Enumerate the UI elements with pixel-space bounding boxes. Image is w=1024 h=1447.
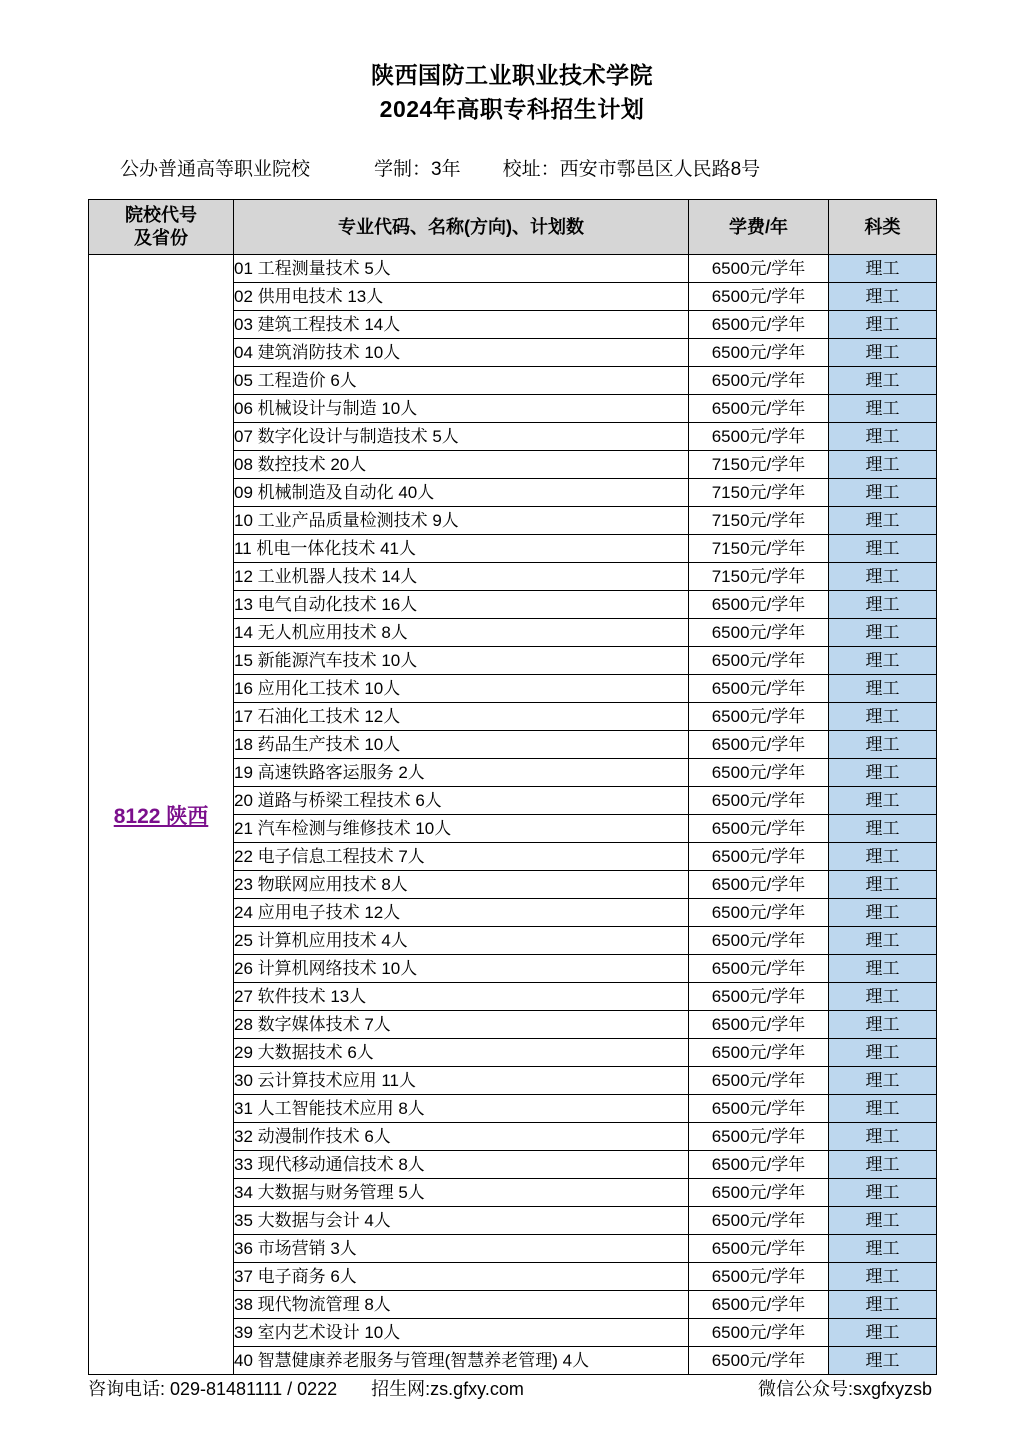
fee-cell: 6500元/学年 (689, 1011, 829, 1039)
fee-cell: 6500元/学年 (689, 423, 829, 451)
major-cell: 06 机械设计与制造 10人 (234, 395, 689, 423)
fee-cell: 6500元/学年 (689, 1179, 829, 1207)
column-header-school-code (89, 200, 234, 255)
major-cell: 25 计算机应用技术 4人 (234, 927, 689, 955)
subject-type-cell: 理工 (829, 1039, 937, 1067)
fee-cell: 7150元/学年 (689, 535, 829, 563)
subject-type-cell: 理工 (829, 1291, 937, 1319)
major-cell: 27 软件技术 13人 (234, 983, 689, 1011)
fee-cell: 6500元/学年 (689, 1151, 829, 1179)
subject-type-cell: 理工 (829, 731, 937, 759)
major-cell: 12 工业机器人技术 14人 (234, 563, 689, 591)
fee-cell: 6500元/学年 (689, 1347, 829, 1375)
subject-type-cell: 理工 (829, 479, 937, 507)
major-cell: 20 道路与桥梁工程技术 6人 (234, 787, 689, 815)
table-header (89, 200, 937, 255)
major-cell: 11 机电一体化技术 41人 (234, 535, 689, 563)
major-cell: 07 数字化设计与制造技术 5人 (234, 423, 689, 451)
fee-cell: 6500元/学年 (689, 731, 829, 759)
school-system-label: 学制：3年 (374, 159, 461, 180)
subject-type-cell: 理工 (829, 955, 937, 983)
subject-type-cell: 理工 (829, 815, 937, 843)
subject-type-cell: 理工 (829, 451, 937, 479)
fee-cell: 6500元/学年 (689, 759, 829, 787)
major-cell: 39 室内艺术设计 10人 (234, 1319, 689, 1347)
major-cell: 14 无人机应用技术 8人 (234, 619, 689, 647)
fee-cell: 7150元/学年 (689, 451, 829, 479)
subject-type-cell: 理工 (829, 591, 937, 619)
major-cell: 21 汽车检测与维修技术 10人 (234, 815, 689, 843)
fee-cell: 6500元/学年 (689, 927, 829, 955)
major-cell: 10 工业产品质量检测技术 9人 (234, 507, 689, 535)
fee-cell: 7150元/学年 (689, 507, 829, 535)
subject-type-cell: 理工 (829, 1151, 937, 1179)
fee-cell: 6500元/学年 (689, 283, 829, 311)
major-cell: 23 物联网应用技术 8人 (234, 871, 689, 899)
subject-type-cell: 理工 (829, 255, 937, 283)
fee-cell: 6500元/学年 (689, 1263, 829, 1291)
footer-website: 招生网:zs.gfxy.com (371, 1379, 524, 1399)
major-cell: 09 机械制造及自动化 40人 (234, 479, 689, 507)
major-cell: 13 电气自动化技术 16人 (234, 591, 689, 619)
fee-cell: 6500元/学年 (689, 619, 829, 647)
fee-cell: 6500元/学年 (689, 1039, 829, 1067)
major-cell: 18 药品生产技术 10人 (234, 731, 689, 759)
major-cell: 36 市场营销 3人 (234, 1235, 689, 1263)
fee-cell: 6500元/学年 (689, 255, 829, 283)
school-info-row (88, 154, 936, 181)
subject-type-cell: 理工 (829, 423, 937, 451)
major-cell: 31 人工智能技术应用 8人 (234, 1095, 689, 1123)
subject-type-cell: 理工 (829, 787, 937, 815)
table-body (89, 255, 937, 1375)
fee-cell: 6500元/学年 (689, 647, 829, 675)
subject-type-cell: 理工 (829, 1179, 937, 1207)
subject-type-cell: 理工 (829, 1123, 937, 1151)
major-cell: 28 数字媒体技术 7人 (234, 1011, 689, 1039)
major-cell: 05 工程造价 6人 (234, 367, 689, 395)
footer (88, 1375, 936, 1401)
column-header-school-code-line1: 院校代号 (125, 205, 197, 225)
subject-type-cell: 理工 (829, 563, 937, 591)
major-cell: 33 现代移动通信技术 8人 (234, 1151, 689, 1179)
footer-phone: 咨询电话: 029-81481111 / 0222 (88, 1379, 338, 1399)
subject-type-cell: 理工 (829, 1235, 937, 1263)
major-cell: 26 计算机网络技术 10人 (234, 955, 689, 983)
subject-type-cell: 理工 (829, 675, 937, 703)
major-cell: 22 电子信息工程技术 7人 (234, 843, 689, 871)
school-code-text: 8122 陕西 (113, 804, 209, 828)
subject-type-cell: 理工 (829, 395, 937, 423)
subject-type-cell: 理工 (829, 1347, 937, 1375)
fee-cell: 6500元/学年 (689, 1235, 829, 1263)
major-cell: 29 大数据技术 6人 (234, 1039, 689, 1067)
fee-cell: 7150元/学年 (689, 563, 829, 591)
subject-type-cell: 理工 (829, 759, 937, 787)
fee-cell: 6500元/学年 (689, 367, 829, 395)
major-cell: 19 高速铁路客运服务 2人 (234, 759, 689, 787)
fee-cell: 6500元/学年 (689, 787, 829, 815)
subject-type-cell: 理工 (829, 1011, 937, 1039)
column-header-type: 科类 (829, 200, 937, 255)
fee-cell: 6500元/学年 (689, 1123, 829, 1151)
subject-type-cell: 理工 (829, 1095, 937, 1123)
subject-type-cell: 理工 (829, 927, 937, 955)
page-title-line-1: 陕西国防工业职业技术学院 (371, 62, 653, 88)
footer-wechat: 微信公众号:sxgfxyzsb (757, 1379, 932, 1399)
fee-cell: 6500元/学年 (689, 1095, 829, 1123)
subject-type-cell: 理工 (829, 367, 937, 395)
page-title-line-2: 2024年高职专科招生计划 (379, 96, 645, 122)
fee-cell: 6500元/学年 (689, 1291, 829, 1319)
column-header-major: 专业代码、名称(方向)、计划数 (234, 200, 689, 255)
subject-type-cell: 理工 (829, 339, 937, 367)
subject-type-cell: 理工 (829, 871, 937, 899)
major-cell: 04 建筑消防技术 10人 (234, 339, 689, 367)
subject-type-cell: 理工 (829, 507, 937, 535)
subject-type-cell: 理工 (829, 1067, 937, 1095)
fee-cell: 6500元/学年 (689, 899, 829, 927)
subject-type-cell: 理工 (829, 619, 937, 647)
subject-type-cell: 理工 (829, 703, 937, 731)
subject-type-cell: 理工 (829, 1319, 937, 1347)
fee-cell: 6500元/学年 (689, 815, 829, 843)
admission-plan-table (88, 199, 937, 1375)
fee-cell: 6500元/学年 (689, 395, 829, 423)
column-header-fee: 学费/年 (689, 200, 829, 255)
fee-cell: 6500元/学年 (689, 1067, 829, 1095)
fee-cell: 6500元/学年 (689, 1207, 829, 1235)
major-cell: 32 动漫制作技术 6人 (234, 1123, 689, 1151)
major-cell: 08 数控技术 20人 (234, 451, 689, 479)
major-cell: 30 云计算技术应用 11人 (234, 1067, 689, 1095)
major-cell: 16 应用化工技术 10人 (234, 675, 689, 703)
fee-cell: 7150元/学年 (689, 479, 829, 507)
subject-type-cell: 理工 (829, 1207, 937, 1235)
fee-cell: 6500元/学年 (689, 591, 829, 619)
column-header-school-code-line2: 及省份 (134, 228, 188, 248)
school-code-cell (89, 255, 234, 1375)
subject-type-cell: 理工 (829, 283, 937, 311)
fee-cell: 6500元/学年 (689, 339, 829, 367)
school-nature-label: 公办普通高等职业院校 (120, 159, 311, 180)
subject-type-cell: 理工 (829, 311, 937, 339)
fee-cell: 6500元/学年 (689, 843, 829, 871)
major-cell: 35 大数据与会计 4人 (234, 1207, 689, 1235)
major-cell: 01 工程测量技术 5人 (234, 255, 689, 283)
subject-type-cell: 理工 (829, 647, 937, 675)
subject-type-cell: 理工 (829, 535, 937, 563)
major-cell: 02 供用电技术 13人 (234, 283, 689, 311)
school-address-label: 校址：西安市鄠邑区人民路8号 (502, 159, 761, 180)
fee-cell: 6500元/学年 (689, 871, 829, 899)
major-cell: 24 应用电子技术 12人 (234, 899, 689, 927)
table-row (89, 255, 937, 283)
major-cell: 38 现代物流管理 8人 (234, 1291, 689, 1319)
subject-type-cell: 理工 (829, 899, 937, 927)
fee-cell: 6500元/学年 (689, 311, 829, 339)
fee-cell: 6500元/学年 (689, 675, 829, 703)
major-cell: 37 电子商务 6人 (234, 1263, 689, 1291)
major-cell: 17 石油化工技术 12人 (234, 703, 689, 731)
fee-cell: 6500元/学年 (689, 703, 829, 731)
major-cell: 15 新能源汽车技术 10人 (234, 647, 689, 675)
document-title-block (88, 0, 936, 126)
major-cell: 40 智慧健康养老服务与管理(智慧养老管理) 4人 (234, 1347, 689, 1375)
fee-cell: 6500元/学年 (689, 983, 829, 1011)
subject-type-cell: 理工 (829, 983, 937, 1011)
table-header-row (89, 200, 937, 255)
major-cell: 03 建筑工程技术 14人 (234, 311, 689, 339)
fee-cell: 6500元/学年 (689, 1319, 829, 1347)
fee-cell: 6500元/学年 (689, 955, 829, 983)
subject-type-cell: 理工 (829, 843, 937, 871)
subject-type-cell: 理工 (829, 1263, 937, 1291)
major-cell: 34 大数据与财务管理 5人 (234, 1179, 689, 1207)
